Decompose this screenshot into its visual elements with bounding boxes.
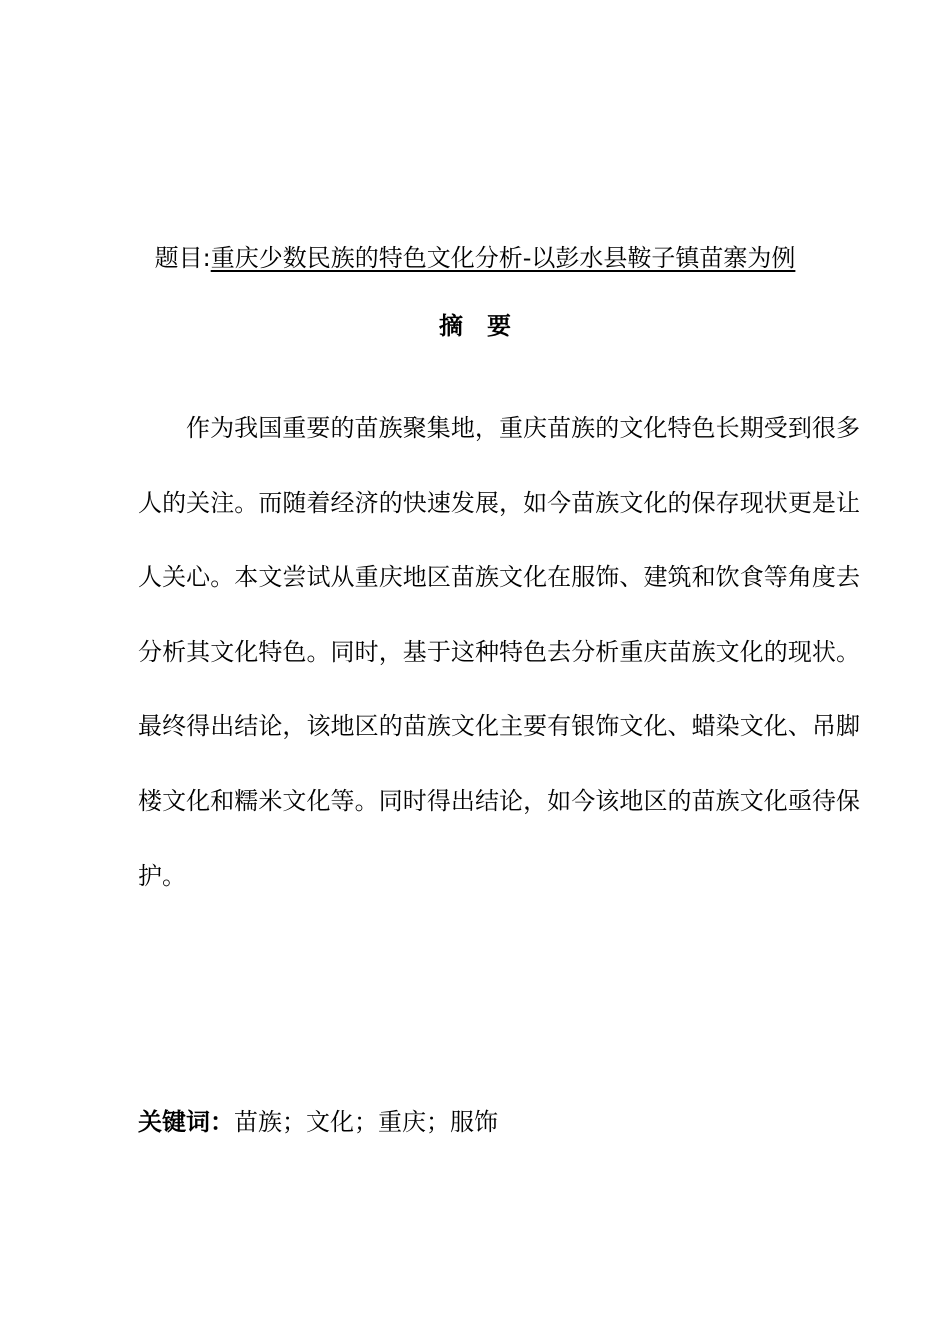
abstract-heading: 摘要: [439, 312, 535, 340]
title-line: [0, 238, 950, 278]
keywords-values: 苗族；文化；重庆；服饰: [234, 1108, 498, 1136]
abstract-body: 作为我国重要的苗族聚集地，重庆苗族的文化特色长期受到很多人的关注。而随着经济的快速发展，如今苗族文化的保存现状更是让人关心。本文尝试从重庆地区苗族文化在服饰、建筑和饮食等角度去分析其文化特色。同时，基于这种特色去分析重庆苗族文化的现状。最终得出结论，该地区的苗族文化主要有银饰文化、蜡染文化、吊脚楼文化和糯米文化等。同时得出结论，如今该地区的苗族文化亟待保护。: [138, 414, 860, 890]
keywords-line: [138, 1102, 860, 1143]
title-label: 题目:: [154, 244, 211, 272]
document-title: 重庆少数民族的特色文化分析-以彭水县鞍子镇苗寨为例: [210, 244, 796, 272]
keywords-label: 关键词：: [138, 1108, 234, 1136]
